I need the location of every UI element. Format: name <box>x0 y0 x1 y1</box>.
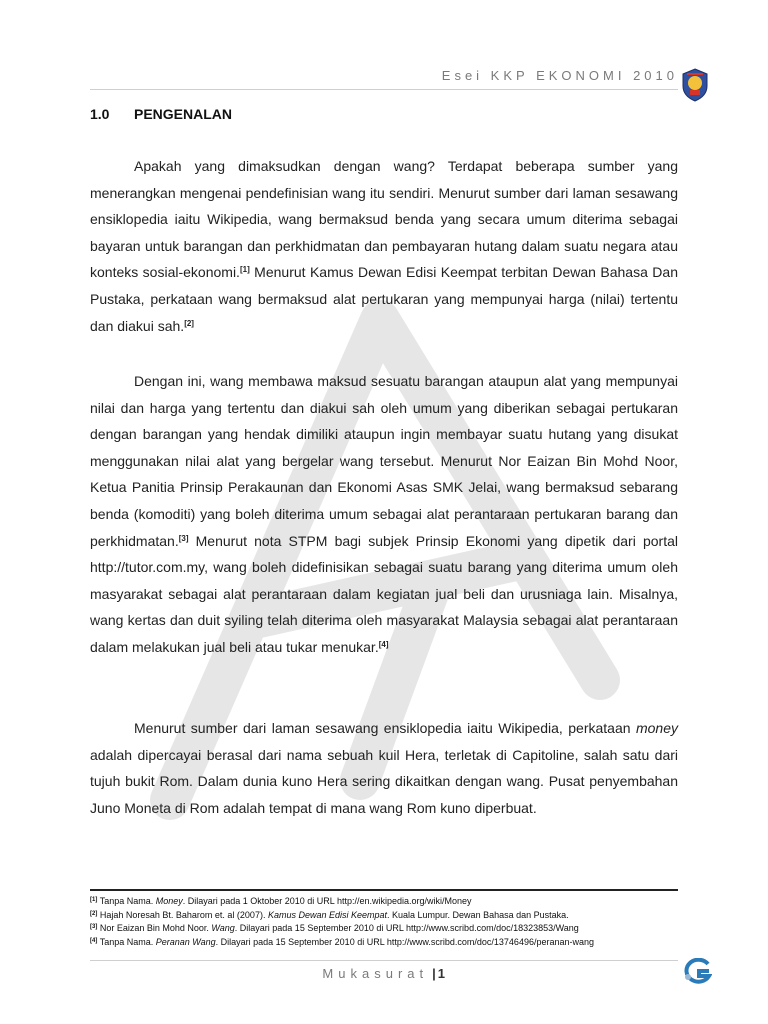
footer-label: Mukasurat <box>322 966 429 981</box>
footnote-mark: [2] <box>90 910 98 917</box>
footer-rule <box>90 960 678 961</box>
page-footer <box>0 966 445 981</box>
school-crest-icon <box>681 68 709 102</box>
footnote-mark: [1] <box>90 897 98 903</box>
paragraph-1-text-a: Apakah yang dimaksudkan dengan wang? Terdapat beberapa sumber yang menerangkan mengenai pendefinisian wang itu sendiri. Menurut sumber dari laman sesawang ensiklopedia iaitu Wikipedia, wang bermaksud benda yang secara umum diterima sebagai bayaran untuk barangan dan perkhidmatan dan pembayaran hutang dalam suatu negara atau konteks sosial-ekonomi. <box>90 158 678 281</box>
paragraph-3-emphasis: money <box>635 720 678 736</box>
footnote-item: [3] Nor Eaizan Bin Mohd Noor. Wang. Dilayari pada 15 September 2010 di URL http://www.scribd.com/doc/18323853/Wang <box>90 923 579 933</box>
header-title: Esei KKP EKONOMI 2010 <box>441 68 678 83</box>
section-number: 1.0 <box>90 106 110 122</box>
footnote-mark: [3] <box>90 924 98 930</box>
paragraph-3 <box>90 715 678 821</box>
footnote-item: [4] Tanpa Nama. Peranan Wang. Dilayari pada 15 September 2010 di URL http://www.scribd.com/doc/13746496/peranan-wang <box>90 936 594 947</box>
section-heading <box>90 106 232 122</box>
footer-separator: | <box>432 966 436 981</box>
citation-3: [3] <box>178 533 189 543</box>
footnote-separator <box>90 889 678 891</box>
section-title: PENGENALAN <box>134 106 233 122</box>
citation-1: [1] <box>239 265 250 275</box>
citation-4: [4] <box>378 639 389 649</box>
header-rule <box>90 89 678 90</box>
footer-logo-icon <box>682 958 712 984</box>
citation-2: [2] <box>184 318 194 328</box>
footnote-item: [1] Tanpa Nama. Money. Dilayari pada 1 Oktober 2010 di URL http://en.wikipedia.org/wiki/Money <box>90 896 472 906</box>
page-number: 1 <box>437 966 445 981</box>
footnote-item: [2] Hajah Noresah Bt. Baharom et. al (2007). Kamus Dewan Edisi Keempat. Kuala Lumpur. Dewan Bahasa dan Pustaka. <box>90 909 569 920</box>
paragraph-3-text-b: adalah dipercayai berasal dari nama sebuah kuil Hera, terletak di Capitoline, salah satu dari tujuh bukit Rom. Dalam dunia kuno Hera sering dikaitkan dengan wang. Pusat penyembahan Juno Moneta di Rom adalah tempat di mana wang Rom kuno diperbuat. <box>90 746 678 816</box>
paragraph-1 <box>90 153 678 339</box>
paragraph-2-text-b: Menurut nota STPM bagi subjek Prinsip Ekonomi yang dipetik dari portal http://tutor.com.my, wang boleh didefinisikan sebagai suatu barang yang diterima umum oleh masyarakat sebagai alat perantaraan dalam kegiatan jual beli dan urusniaga lain. Misalnya, wang kertas dan duit syiling telah diterima oleh masyarakat Malaysia sebagai alat perantaraan dalam melakukan jual beli atau tukar menukar. <box>90 532 678 655</box>
footnote-mark: [4] <box>90 937 98 944</box>
paragraph-2 <box>90 368 678 661</box>
footnotes <box>90 895 690 949</box>
paragraph-3-text-a: Menurut sumber dari laman sesawang ensiklopedia iaitu Wikipedia, perkataan <box>134 720 636 736</box>
paragraph-2-text-a: Dengan ini, wang membawa maksud sesuatu barangan ataupun alat yang mempunyai nilai dan harga yang tertentu dan diakui sah oleh umum yang diberikan sebagai pertukaran dengan barangan yang hendak dimiliki ataupun ingin membayar suatu hutang yang disukat menggunakan nilai alat yang bergelar wang tersebut. Menurut Nor Eaizan Bin Mohd Noor, Ketua Panitia Prinsip Perakaunan dan Ekonomi Asas SMK Jelai, wang bermaksud sebarang benda (komoditi) yang boleh diterima umum sebagai alat perantaraan pertukaran barang dan perkhidmatan. <box>90 373 678 549</box>
paragraph-1-text-b: Menurut Kamus Dewan Edisi Keempat terbitan Dewan Bahasa Dan Pustaka, perkataan wang bermaksud alat pertukaran yang mempunyai harga (nilai) tertentu dan diakui sah. <box>90 264 678 334</box>
